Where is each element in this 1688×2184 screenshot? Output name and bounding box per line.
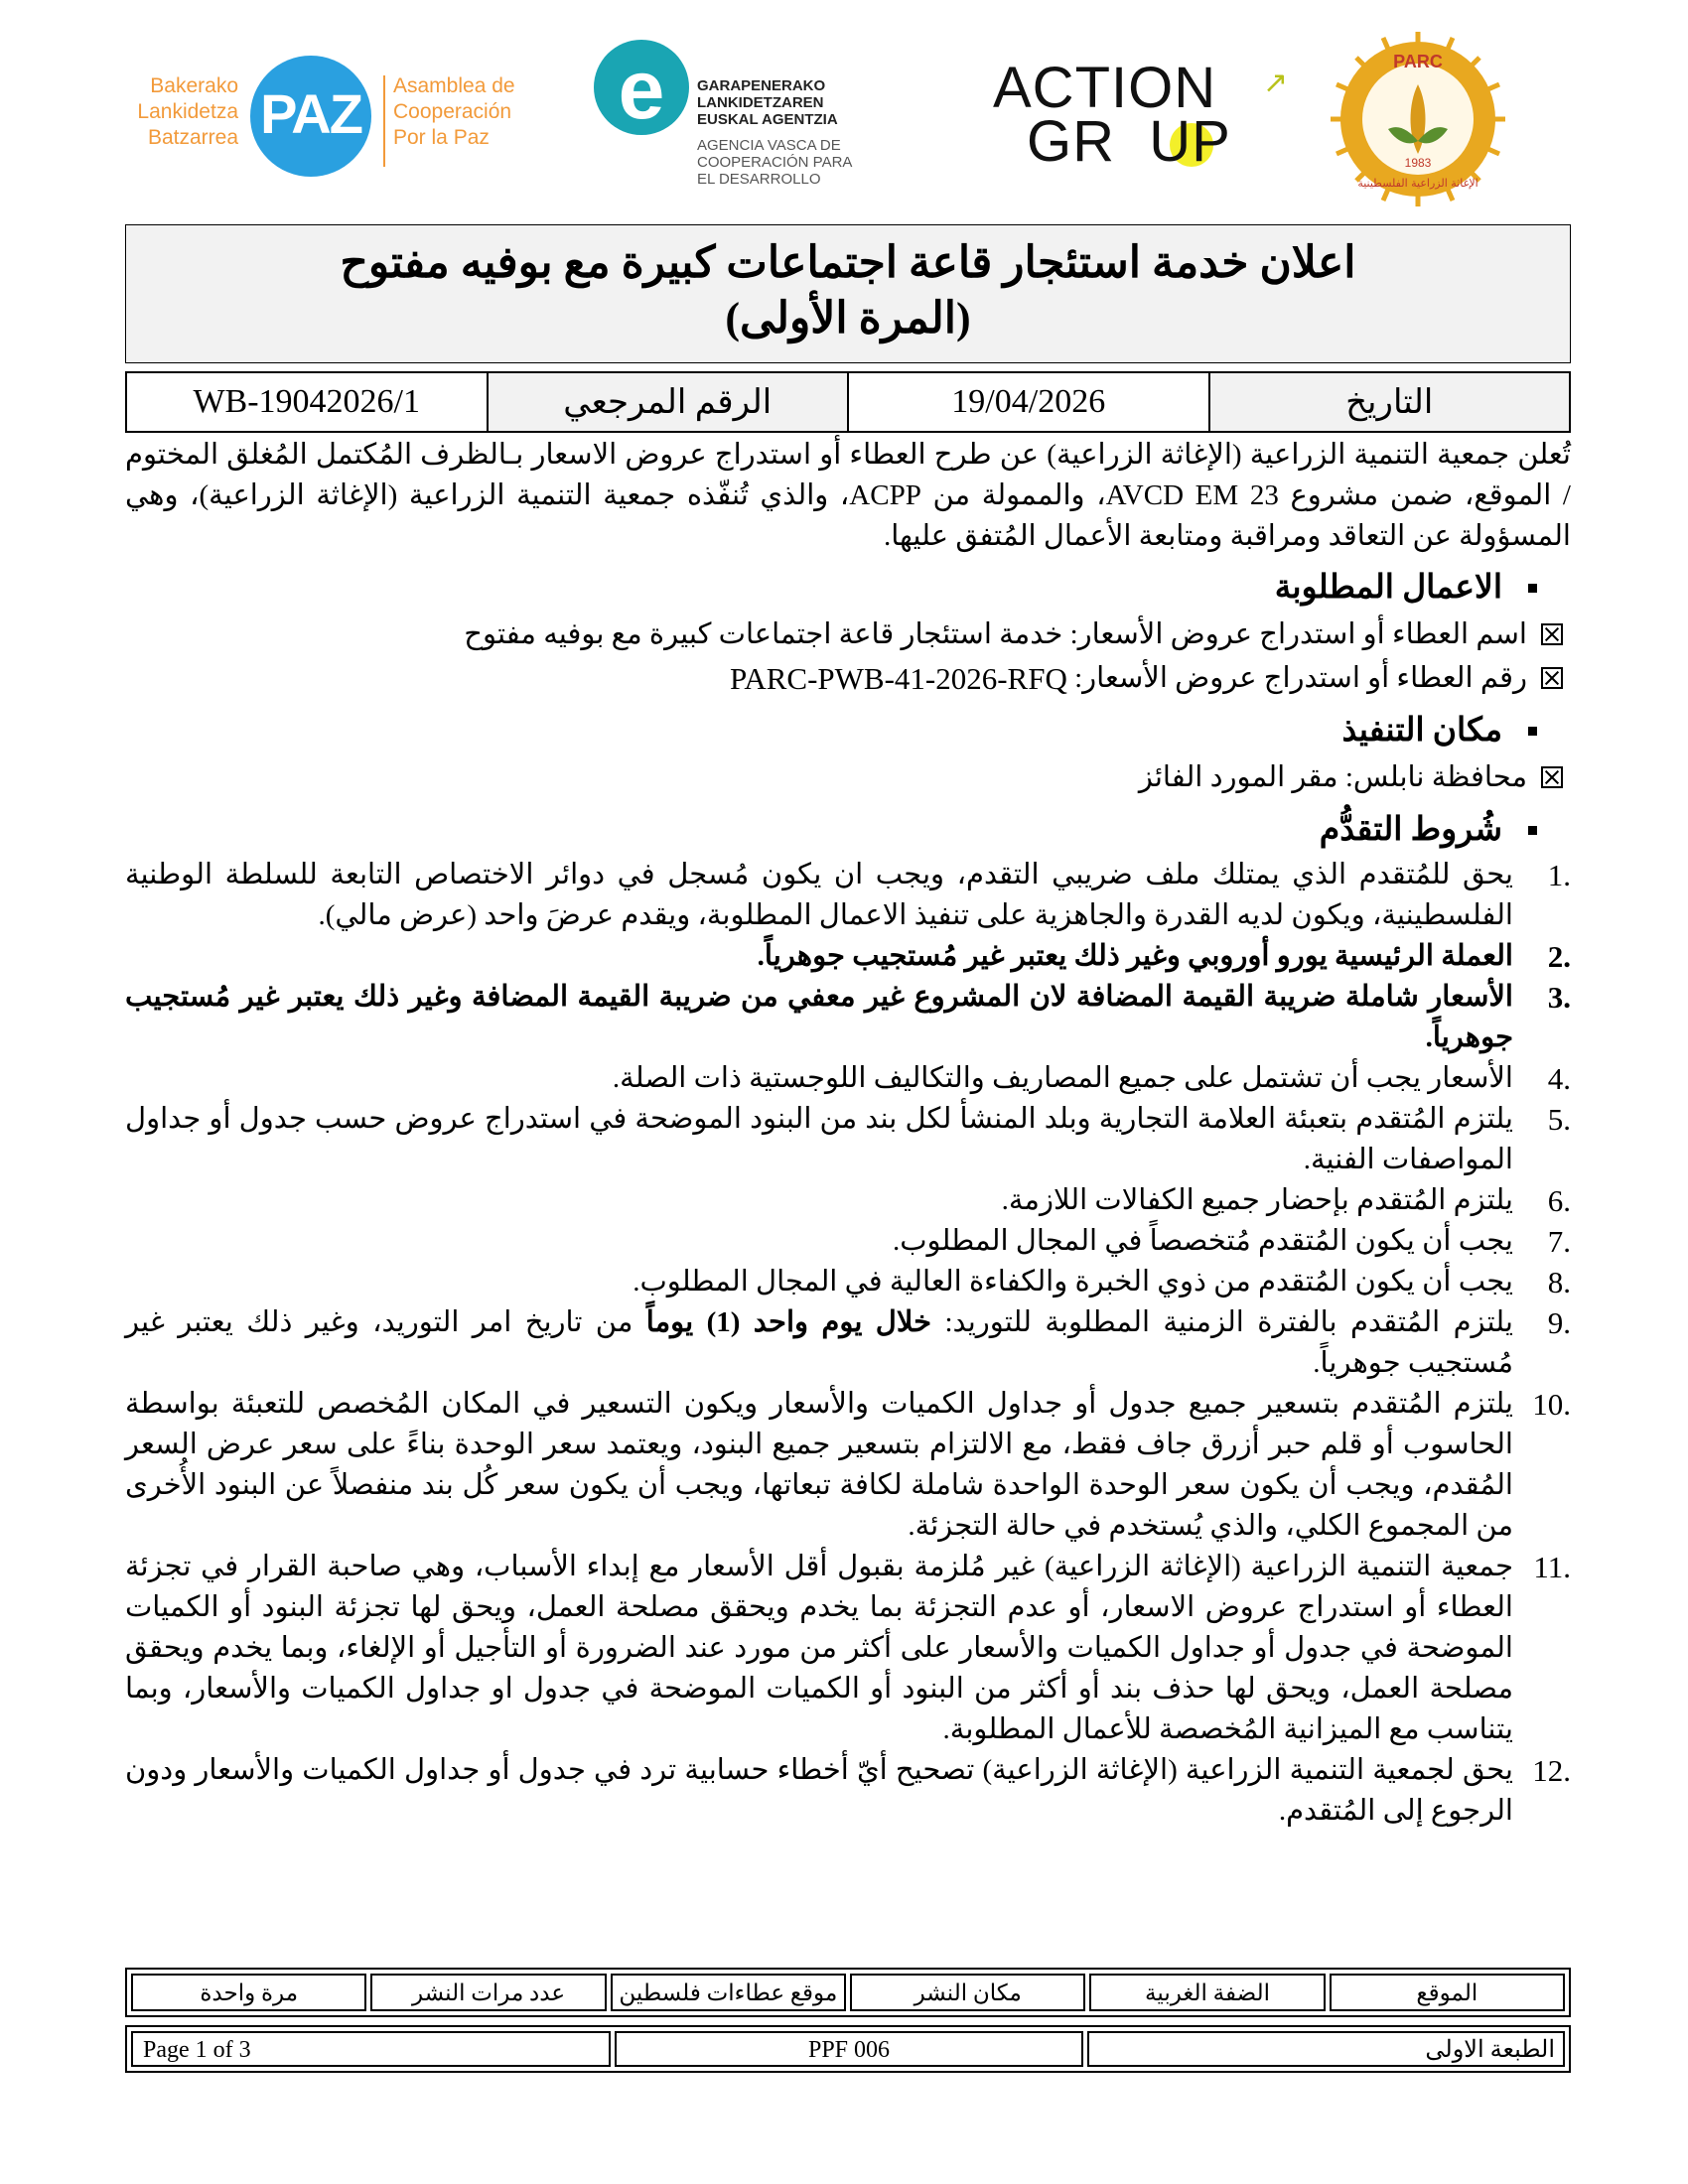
elankidetza-line: LANKIDETZAREN	[697, 94, 824, 111]
section-title: الاعمال المطلوبة	[1274, 569, 1502, 606]
checklist-item	[125, 613, 1571, 656]
checked-box-icon	[1541, 623, 1563, 645]
elankidetza-spanish-name	[697, 137, 852, 188]
condition-number: 11.	[1533, 1550, 1571, 1584]
delivery-period: خلال يوم واحد (1) يوماً	[645, 1306, 932, 1338]
checklist-item	[125, 755, 1571, 799]
condition-text: يحق للمُتقدم الذي يمتلك ملف ضريبي التقدم، ويجب ان يكون مُسجل في دوائر الاختصاص التابعة للسلطة الوطنية الفلسطينية، ويكون لديه القدرة والجاهزية على تنفيذ الاعمال المطلوبة، ويقدم عرضَ واحد (عرض مالي).	[125, 859, 1513, 931]
paz-logo-divider	[383, 75, 385, 167]
footer-cell: عدد مرات النشر	[370, 1974, 606, 2011]
condition-item	[125, 1547, 1571, 1750]
section-heading-works	[125, 563, 1571, 613]
conditions-list	[125, 855, 1571, 1832]
condition-item	[125, 1384, 1571, 1547]
bullet-square-icon	[1528, 584, 1537, 593]
date-value: 19/04/2026	[848, 372, 1209, 432]
condition-text: يجب أن يكون المُتقدم من ذوي الخبرة والكفاءة العالية في المجال المطلوب.	[633, 1266, 1513, 1297]
condition-number: 3.	[1547, 980, 1571, 1015]
elankidetza-line: GARAPENERAKO	[697, 77, 826, 94]
announcement-title: اعلان خدمة استئجار قاعة اجتماعات كبيرة مع بوفيه مفتوح	[340, 238, 1356, 287]
condition-number: 1.	[1547, 858, 1571, 892]
elankidetza-line: AGENCIA VASCA DE	[697, 137, 841, 154]
intro-paragraph: تُعلن جمعية التنمية الزراعية (الإغاثة الزراعية) عن طرح العطاء أو استدراج عروض الاسعار بـالظرف المُكتمل المُغلق المختوم / الموقع، ضمن مشروع AVCD EM 23، والممولة من ACPP، والذي تُنفّذه جمعية التنمية الزراعية (الإغاثة الزراعية)، وهي المسؤولة عن التعاقد ومراقبة ومتابعة الأعمال المُتفق عليها.	[125, 439, 1571, 552]
condition-text: يلتزم المُتقدم بإحضار جميع الكفالات اللازمة.	[1001, 1184, 1513, 1216]
execution-location: محافظة نابلس: مقر المورد الفائز	[1138, 760, 1527, 793]
tender-name: اسم العطاء أو استدراج عروض الأسعار: خدمة استئجار قاعة اجتماعات كبيرة مع بوفيه مفتوح	[464, 617, 1527, 650]
paz-logo-basque-text	[129, 73, 238, 151]
condition-text: يحق لجمعية التنمية الزراعية (الإغاثة الزراعية) تصحيح أيّ أخطاء حسابية ترد في جدول أو جداول الكميات والأسعار ودون الرجوع إلى المُتقدم.	[125, 1754, 1513, 1827]
reference-value: WB-19042026/1	[126, 372, 488, 432]
bullet-square-icon	[1528, 826, 1537, 835]
condition-text: الأسعار شاملة ضريبة القيمة المضافة لان المشروع غير معفي من ضريبة القيمة المضافة وغير ذلك يعتبر غير مُستجيب جوهرياً.	[125, 981, 1513, 1053]
publication-info-table	[125, 1968, 1571, 2017]
condition-item	[125, 1221, 1571, 1262]
paz-logo	[129, 50, 536, 179]
condition-number: 5.	[1547, 1102, 1571, 1137]
paz-logo-spanish-text	[393, 73, 542, 151]
condition-number: 10.	[1532, 1387, 1571, 1422]
paz-logo-circle	[250, 56, 371, 177]
paz-left-line: Bakerako	[150, 74, 238, 97]
form-code: PPF 006	[615, 2031, 1084, 2067]
condition-item	[125, 1180, 1571, 1221]
elankidetza-e-icon: e	[594, 40, 689, 135]
footer-cell: موقع عطاءات فلسطين	[611, 1974, 846, 2011]
condition-text: الأسعار يجب أن تشتمل على جميع المصاريف والتكاليف اللوجستية ذات الصلة.	[612, 1062, 1513, 1094]
condition-text: العملة الرئيسية يورو أوروبي وغير ذلك يعتبر غير مُستجيب جوهرياً.	[757, 940, 1513, 972]
condition-number: 4.	[1547, 1061, 1571, 1096]
page-number: Page 1 of 3	[131, 2031, 611, 2067]
reference-label: الرقم المرجعي	[488, 372, 849, 432]
edition-label: الطبعة الاولى	[1087, 2031, 1565, 2067]
arrow-up-right-icon: ↗	[1263, 66, 1289, 100]
form-footer	[125, 2025, 1571, 2073]
elankidetza-logo	[594, 34, 892, 193]
paz-logo-mark: PAZ	[260, 82, 361, 145]
condition-item	[125, 936, 1571, 977]
footer-cell: مكان النشر	[850, 1974, 1085, 2011]
condition-item	[125, 977, 1571, 1058]
condition-item	[125, 1302, 1571, 1384]
section-heading-conditions	[125, 805, 1571, 855]
parc-logo	[1329, 30, 1507, 208]
condition-number: 2.	[1547, 939, 1571, 974]
condition-number: 8.	[1547, 1265, 1571, 1299]
condition-text: من تاريخ امر التوريد، وغير ذلك يعتبر غير مُستجيب جوهرياً.	[125, 1306, 1513, 1379]
footer-cell: الضفة الغربية	[1089, 1974, 1325, 2011]
document-body	[125, 435, 1571, 1832]
condition-number: 6.	[1547, 1183, 1571, 1218]
condition-text: يلتزم المُتقدم بتسعير جميع جدول أو جداول الكميات والأسعار ويكون التسعير في المكان المُخصص للتعبئة بواسطة الحاسوب أو قلم حبر أزرق جاف فقط، مع الالتزام بتسعير جميع البنود، ويعتمد سعر الوحدة بناءً على سعر عرض السعر المُقدم، ويجب أن يكون سعر الوحدة الواحدة شاملة لكافة تبعاتها، ويجب أن يكون سعر كُل بند منفصلاً عن البنود الأُخرى من المجموع الكلي، والذي يُستخدم في حالة التجزئة.	[125, 1388, 1513, 1542]
announcement-subtitle: (المرة الأولى)	[725, 294, 971, 342]
paz-right-line: Cooperación	[393, 100, 512, 123]
action-group-logo	[993, 56, 1291, 174]
parc-logo-year: 1983	[1404, 156, 1432, 170]
condition-item	[125, 1750, 1571, 1832]
parc-logo-arabic: الإغاثة الزراعية الفلسطينية	[1357, 177, 1478, 190]
paz-right-line: Por la Paz	[393, 126, 490, 149]
paz-right-line: Asamblea de	[393, 74, 515, 97]
date-label: التاريخ	[1209, 372, 1571, 432]
action-group-line1: ACTION	[993, 56, 1217, 120]
condition-text: جمعية التنمية الزراعية (الإغاثة الزراعية) غير مُلزمة بقبول أقل الأسعار مع إبداء الأسباب، وهي صاحبة القرار في تجزئة العطاء أو استدراج عروض الاسعار، أو عدم التجزئة بما يخدم ويحقق مصلحة العمل، ويحق لها تجزئة البنود أو الكميات الموضحة في جدول أو جداول الكميات والأسعار على أكثر من مورد عند الضرورة أو التأجيل أو الإلغاء، وبما يخدم ويحقق مصلحة العمل، ويحق لها حذف بند أو أكثر من البنود أو الكميات الموضحة في جدول او جداول الكميات والأسعار، وبما يتناسب مع الميزانية المُخصصة للأعمال المطلوبة.	[125, 1551, 1513, 1745]
elankidetza-line: EUSKAL AGENTZIA	[697, 111, 838, 128]
condition-text: يجب أن يكون المُتقدم مُتخصصاً في المجال المطلوب.	[892, 1225, 1513, 1257]
paz-left-line: Batzarrea	[147, 126, 238, 149]
footer-cell: الموقع	[1330, 1974, 1565, 2011]
condition-number: 9.	[1547, 1305, 1571, 1340]
elankidetza-basque-name	[697, 77, 838, 128]
checked-box-icon	[1541, 667, 1563, 689]
bullet-square-icon	[1528, 727, 1537, 736]
tender-number-label: رقم العطاء أو استدراج عروض الأسعار:	[1074, 661, 1527, 694]
condition-item	[125, 1099, 1571, 1180]
checklist-item	[125, 656, 1571, 700]
condition-number: 12.	[1532, 1753, 1571, 1788]
condition-item	[125, 1262, 1571, 1302]
condition-item	[125, 1058, 1571, 1099]
meta-table	[125, 371, 1571, 433]
action-group-line2: GR UP	[1027, 109, 1231, 174]
elankidetza-line: COOPERACIÓN PARA	[697, 154, 853, 171]
parc-seal-icon	[1329, 30, 1507, 208]
tender-number-value: PARC-PWB-41-2026-RFQ	[729, 660, 1067, 696]
announcement-title-box	[125, 224, 1571, 363]
section-title: شُروط التقدُّم	[1319, 811, 1502, 848]
section-title: مكان التنفيذ	[1341, 712, 1502, 749]
section-heading-location	[125, 706, 1571, 755]
condition-text: يلتزم المُتقدم بالفترة الزمنية المطلوبة للتوريد:	[931, 1306, 1513, 1338]
condition-text: يلتزم المُتقدم بتعبئة العلامة التجارية وبلد المنشأ لكل بند من البنود الموضحة في استدراج عروض حسب جدول أو جداول المواصفات الفنية.	[125, 1103, 1513, 1175]
footer-cell: مرة واحدة	[131, 1974, 366, 2011]
parc-logo-acronym: PARC	[1393, 52, 1443, 71]
condition-item	[125, 855, 1571, 936]
elankidetza-line: EL DESARROLLO	[697, 171, 821, 188]
header-logos	[119, 30, 1569, 208]
paz-left-line: Lankidetza	[137, 100, 238, 123]
condition-number: 7.	[1547, 1224, 1571, 1259]
checked-box-icon	[1541, 766, 1563, 788]
